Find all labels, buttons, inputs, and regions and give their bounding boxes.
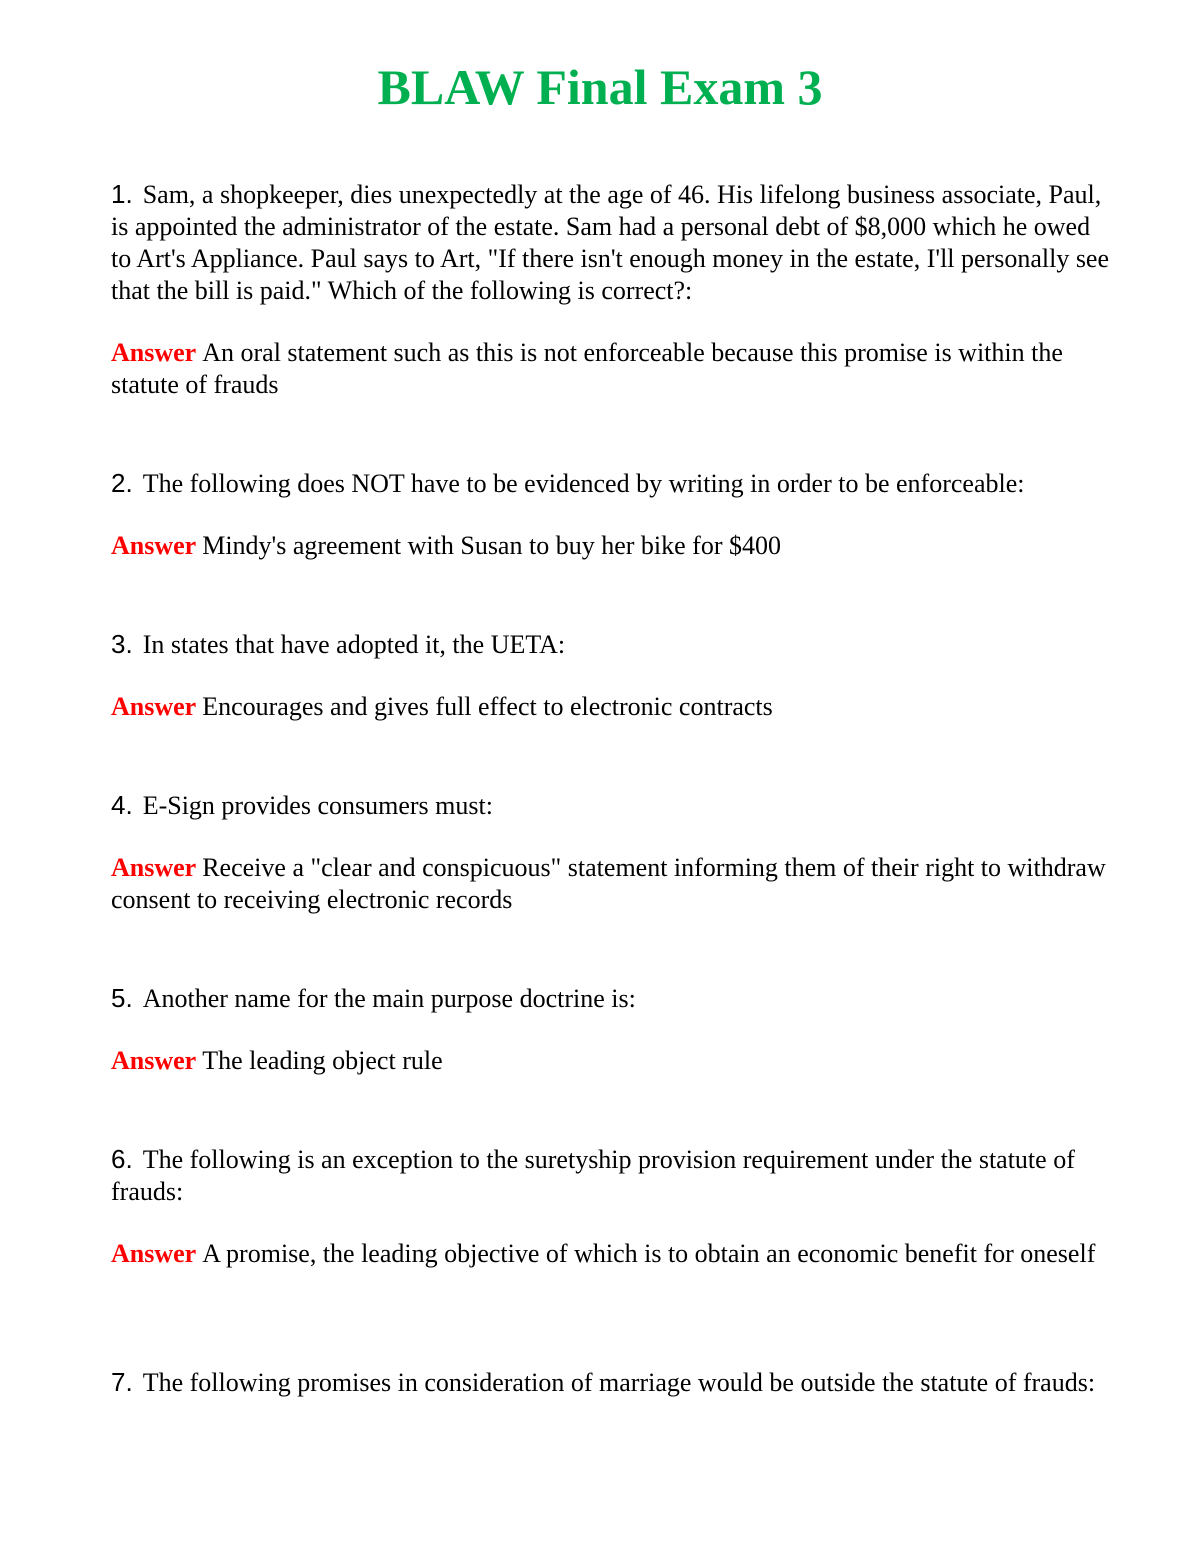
answer-text: A promise, the leading objective of which is to obtain an economic benefit for oneself [202,1239,1096,1268]
question-6 [111,1143,1111,1208]
qa-item-3 [111,628,1111,723]
question-number: 5. [111,983,133,1013]
answer-5 [111,1045,1111,1077]
question-text: The following is an exception to the suretyship provision requirement under the statute of frauds: [111,1145,1075,1206]
answer-text: Receive a "clear and conspicuous" statement informing them of their right to withdraw consent to receiving electronic records [111,853,1106,914]
question-7 [111,1366,1111,1399]
answer-text: Encourages and gives full effect to electronic contracts [202,692,773,721]
answer-label: Answer [111,531,197,560]
qa-item-4 [111,789,1111,916]
document-title: BLAW Final Exam 3 [377,59,823,115]
question-number: 1. [111,179,133,209]
question-text: The following promises in consideration of marriage would be outside the statute of frauds: [142,1368,1096,1397]
qa-item-1 [111,178,1111,401]
question-1 [111,178,1111,307]
question-text: Sam, a shopkeeper, dies unexpectedly at the age of 46. His lifelong business associate, Paul, is appointed the administrator of the estate. Sam had a personal debt of $8,000 which he owed to Art's Appliance. Paul says to Art, "If there isn't enough money in the estate, I'll personally see that the bill is paid." Which of the following is correct?: [111,180,1110,305]
qa-item-5 [111,982,1111,1077]
answer-label: Answer [111,338,197,367]
question-number: 7. [111,1367,133,1397]
question-text: In states that have adopted it, the UETA: [142,630,566,659]
answer-6 [111,1238,1111,1270]
answer-label: Answer [111,692,197,721]
question-text: The following does NOT have to be evidenced by writing in order to be enforceable: [142,469,1025,498]
question-5 [111,982,1111,1015]
question-3 [111,628,1111,661]
answer-text: An oral statement such as this is not enforceable because this promise is within the statute of frauds [111,338,1063,399]
answer-1 [111,337,1111,401]
answer-label: Answer [111,1239,197,1268]
answer-text: The leading object rule [202,1046,443,1075]
question-2 [111,467,1111,500]
question-number: 2. [111,468,133,498]
qa-item-2 [111,467,1111,562]
answer-2 [111,530,1111,562]
qa-item-7 [111,1366,1111,1399]
question-number: 6. [111,1144,133,1174]
question-text: E-Sign provides consumers must: [142,791,493,820]
question-text: Another name for the main purpose doctrine is: [142,984,636,1013]
answer-4 [111,852,1111,916]
answer-label: Answer [111,853,197,882]
qa-item-6 [111,1143,1111,1270]
question-4 [111,789,1111,822]
answer-text: Mindy's agreement with Susan to buy her bike for $400 [202,531,781,560]
question-number: 4. [111,790,133,820]
answer-3 [111,691,1111,723]
question-number: 3. [111,629,133,659]
answer-label: Answer [111,1046,197,1075]
